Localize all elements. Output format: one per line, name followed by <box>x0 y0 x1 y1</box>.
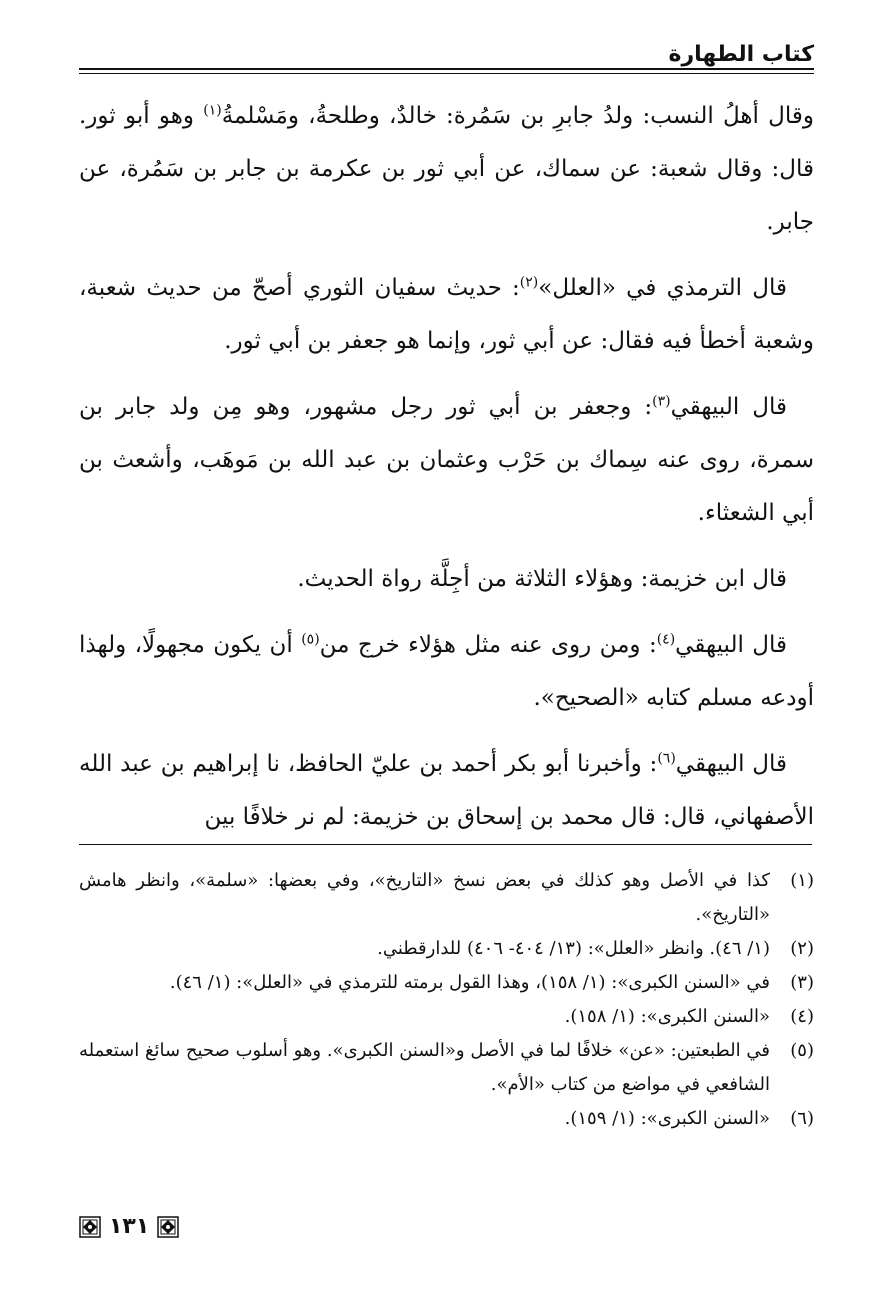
footnote-ref[interactable]: (٦) <box>657 750 676 767</box>
paragraph-text: : ومن روى عنه مثل هؤلاء خرج من <box>319 632 657 658</box>
page-number: ١٣١ <box>109 1214 150 1239</box>
ornament-icon <box>157 1216 179 1238</box>
footnote-ref[interactable]: (٣) <box>652 393 671 410</box>
paragraph-text: قال البيهقي <box>675 632 787 658</box>
paragraph <box>79 553 814 606</box>
paragraph-text: وقال أهلُ النسب: ولدُ جابرِ بن سَمُرة: خالدٌ، وطلحةُ، ومَسْلمةُ <box>221 103 814 129</box>
running-head: كتاب الطهارة <box>668 42 814 67</box>
paragraph <box>79 619 814 725</box>
folio <box>79 1214 179 1239</box>
paragraph-text: : حديث سفيان الثوري أصحّ من حديث شعبة، وشعبة أخطأ فيه فقال: عن أبي ثور، وإنما هو جعفر بن أبي ثور. <box>79 275 814 354</box>
footnote <box>79 1000 814 1034</box>
footnote-number: (٤) <box>790 1006 814 1027</box>
paragraph <box>79 738 814 844</box>
paragraph <box>79 262 814 368</box>
paragraph-text: : وأخبرنا أبو بكر أحمد بن عليّ الحافظ، نا إبراهيم بن عبد الله الأصفهاني، قال: قال محمد بن إسحاق بن خزيمة: لم نر خلافًا بين <box>79 751 814 830</box>
paragraph-text: : وجعفر بن أبي ثور رجل مشهور، وهو مِن ولد جابر بن سمرة، روى عنه سِماك بن حَرْب وعثمان بن عبد الله بن مَوهَب، وأشعث بن أبي الشعثاء. <box>79 394 814 526</box>
footnote-text: «السنن الكبرى»: (١/ ١٥٨). <box>564 1006 770 1027</box>
footnote-number: (١) <box>790 870 814 891</box>
paragraph-text: وهو أبو ثور. قال: وقال شعبة: عن سماك، عن أبي ثور بن عكرمة بن جابر بن سَمُرة، عن جابر. <box>79 103 814 235</box>
footnote <box>79 1102 814 1136</box>
footnote <box>79 864 814 932</box>
footnote-ref[interactable]: (٥) <box>301 631 320 648</box>
header-rule <box>79 68 814 70</box>
footnote-ref[interactable]: (١) <box>203 102 222 119</box>
footnote-ref[interactable]: (٤) <box>656 631 676 648</box>
footnotes <box>79 864 814 1136</box>
footnote-text: «السنن الكبرى»: (١/ ١٥٩). <box>564 1108 770 1129</box>
footnote-text: في الطبعتين: «عن» خلافًا لما في الأصل و«السنن الكبرى». وهو أسلوب صحيح سائغ استعمله الشافعي في مواضع من كتاب «الأم». <box>79 1040 770 1095</box>
footnote-text: كذا في الأصل وهو كذلك في بعض نسخ «التاريخ»، وفي بعضها: «سلمة»، وانظر هامش «التاريخ». <box>79 870 770 925</box>
paragraph-text: قال البيهقي <box>675 751 787 777</box>
footnote-number: (٥) <box>790 1040 814 1061</box>
paragraph-text: أن يكون مجهولًا، ولهذا أودعه مسلم كتابه «الصحيح». <box>79 632 814 711</box>
body-text <box>79 90 814 857</box>
footnote <box>79 932 814 966</box>
footnote-number: (٦) <box>790 1108 814 1129</box>
header-rule-thin <box>79 73 814 74</box>
paragraph <box>79 381 814 540</box>
paragraph-text: قال الترمذي في «العلل» <box>538 275 787 301</box>
paragraph-text: قال البيهقي <box>670 394 787 420</box>
footnote-number: (٣) <box>790 972 814 993</box>
footnote-ref[interactable]: (٢) <box>519 274 539 291</box>
paragraph-text: قال ابن خزيمة: وهؤلاء الثلاثة من أجِلَّة رواة الحديث. <box>297 566 787 592</box>
ornament-icon <box>79 1216 101 1238</box>
paragraph <box>79 90 814 249</box>
footnote <box>79 1034 814 1102</box>
footnote-number: (٢) <box>790 938 814 959</box>
footnote-text: في «السنن الكبرى»: (١/ ١٥٨)، وهذا القول برمته للترمذي في «العلل»: (١/ ٤٦). <box>169 972 770 993</box>
footnote <box>79 966 814 1000</box>
footnote-separator <box>79 844 812 845</box>
footnote-text: (١/ ٤٦). وانظر «العلل»: (١٣/ ٤٠٤- ٤٠٦) للدارقطني. <box>377 938 770 959</box>
